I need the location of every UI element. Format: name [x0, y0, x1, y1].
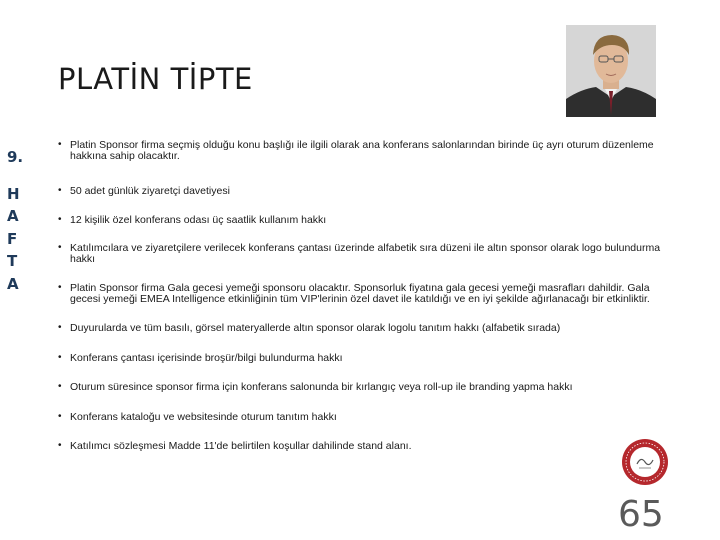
bullet-dot-icon: • — [58, 213, 62, 225]
bullet-dot-icon: • — [58, 185, 62, 196]
list-item — [58, 323, 668, 334]
side-letter: T — [7, 252, 18, 270]
bullet-dot-icon: • — [58, 282, 62, 293]
bullet-text: 50 adet günlük ziyaretçi davetiyesi — [70, 185, 230, 197]
bullet-text: 12 kişilik özel konferans odası üç saatlik kullanım hakkı — [70, 213, 327, 226]
slide-title: PLATİN TİPTE — [58, 62, 253, 96]
bullet-text: Platin Sponsor firma seçmiş olduğu konu başlığı ile ilgili olarak ana konferans salonlarından birinde üç ayrı oturum düzenleme hakkına sahip olacaktır. — [70, 139, 654, 162]
side-letter: A — [7, 207, 19, 225]
side-letter: F — [7, 229, 18, 248]
bullet-dot-icon: • — [58, 322, 62, 333]
page-number: 65 — [618, 494, 664, 535]
side-letter: H — [7, 184, 20, 203]
portrait-icon — [566, 25, 656, 117]
side-letter: A — [7, 274, 19, 293]
list-item — [58, 283, 668, 304]
list-item — [58, 412, 668, 423]
list-item — [58, 441, 668, 452]
bullet-text: Katılımcı sözleşmesi Madde 11'de belirtilen koşullar dahilinde stand alanı. — [70, 440, 412, 452]
bullet-list — [58, 140, 668, 452]
list-item — [58, 353, 668, 364]
bullet-text: Oturum süresince sponsor firma için konferans salonunda bir kırlangıç veya roll-up ile branding yapma hakkı — [70, 381, 573, 393]
list-item — [58, 382, 668, 393]
bullet-dot-icon: • — [58, 139, 62, 150]
list-item — [58, 186, 668, 197]
bullet-text: Katılımcılara ve ziyaretçilere verilecek konferans çantası üzerinde alfabetik sıra düzeni ile altın sponsor olarak logo bulundurma hakkı — [70, 242, 661, 265]
bullet-dot-icon: • — [58, 440, 62, 451]
bullet-text: Duyurularda ve tüm basılı, görsel materyallerde altın sponsor olarak logolu tanıtım hakkı (alfabetik sırada) — [70, 322, 561, 334]
side-number: 9. — [7, 148, 24, 166]
list-item — [58, 243, 668, 264]
bullet-dot-icon: • — [58, 351, 62, 363]
list-item — [58, 215, 668, 226]
bullet-dot-icon: • — [58, 242, 62, 253]
bullet-dot-icon: • — [58, 410, 62, 422]
bullet-text: Konferans çantası içerisinde broşür/bilgi bulundurma hakkı — [70, 351, 343, 364]
seal-logo — [621, 438, 669, 486]
bullet-dot-icon: • — [58, 381, 62, 392]
circular-seal-logo-icon — [621, 438, 669, 486]
bullet-text: Platin Sponsor firma Gala gecesi yemeği sponsoru olacaktır. Sponsorluk fiyatına gala gecesi yemeği masrafları dahildir. Gala gecesi yemeği EMEA Intelligence etkinliğinin tüm VIP'lerinin özel davet ile katıldığı ve en iyi şekilde ağırlanacağı bir etkinliktir. — [70, 282, 650, 305]
portrait-photo — [566, 25, 656, 117]
list-item — [58, 140, 668, 161]
bullet-text: Konferans kataloğu ve websitesinde oturum tanıtım hakkı — [70, 410, 337, 423]
side-label — [7, 146, 37, 295]
